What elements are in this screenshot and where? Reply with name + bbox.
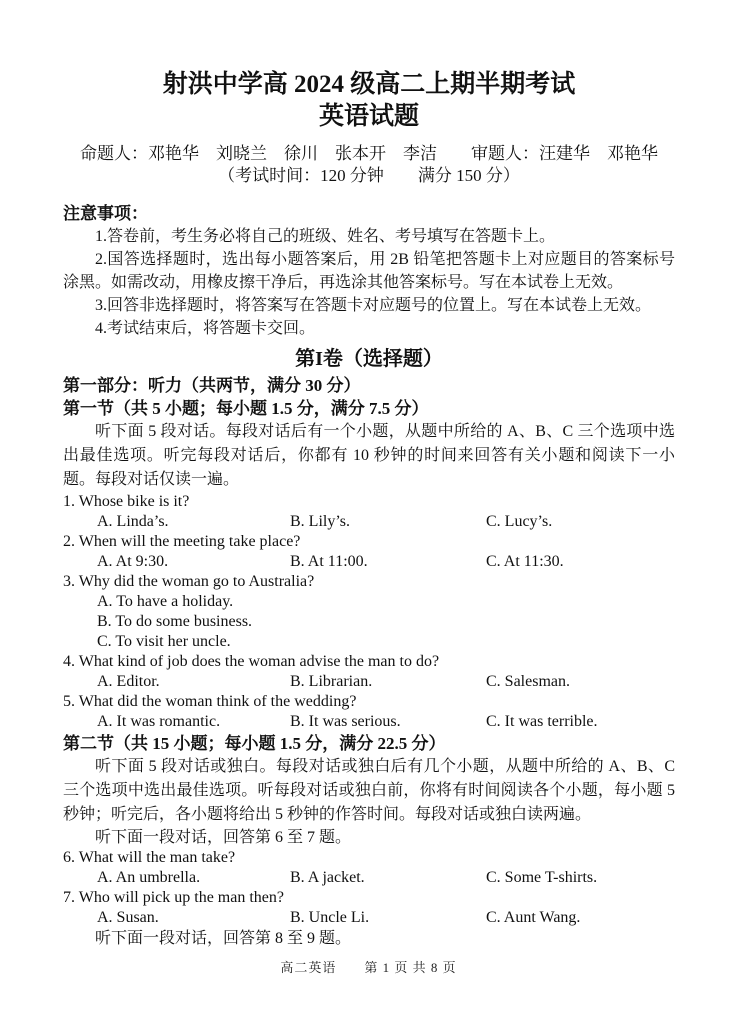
part1-heading: 第一部分：听力（共两节，满分 30 分） [63, 376, 361, 395]
question-options [63, 908, 675, 928]
examiners-line: 命题人：邓艳华 刘晓兰 徐川 张本开 李洁 审题人：汪建华 邓艳华 [80, 144, 658, 163]
notice-heading: 注意事项： [63, 204, 148, 223]
question-6 [63, 848, 675, 888]
question-text: 7. Who will pick up the man then? [63, 889, 284, 906]
question-text: 5. What did the woman think of the wedding? [63, 693, 357, 710]
option-c: C. Aunt Wang. [486, 909, 581, 926]
option-b: B. Librarian. [290, 673, 373, 690]
dialog-prompt-q8-9: 听下面一段对话，回答第 8 至 9 题。 [95, 930, 352, 947]
notice-item-2: 2.国答选择题时，选出每小题答案后，用 2B 铅笔把答题卡上对应题目的答案标号涂黑。如需改动，用橡皮擦干净后，再选涂其他答案标号。写在本试卷上无效。 [63, 251, 675, 291]
question-options [63, 672, 675, 692]
section1-instructions: 听下面 5 段对话。每段对话后有一个小题，从题中所给的 A、B、C 三个选项中选出最佳选项。听完每段对话后，你都有 10 秒钟的时间来回答有关小题和阅读下一小题。每段对话仅读一遍。 [63, 423, 675, 488]
question-options [63, 512, 675, 532]
notice-section [63, 202, 675, 340]
exam-subtitle: 英语试题 [318, 103, 419, 130]
option-a: A. Linda’s. [97, 513, 169, 530]
notice-item-3: 3.回答非选择题时，将答案写在答题卡对应题号的位置上。写在本试卷上无效。 [95, 297, 652, 314]
section1-heading: 第一节（共 5 小题；每小题 1.5 分，满分 7.5 分） [63, 399, 429, 418]
section2-instructions: 听下面 5 段对话或独白。每段对话或独白后有几个小题，从题中所给的 A、B、C 三个选项中选出最佳选项。听每段对话或独白前，你将有时间阅读各个小题，每小题 5 秒钟；听完后，各小题将给出 5 秒钟的作答时间。每段对话或独白读两遍。 [63, 758, 675, 823]
question-options [63, 868, 675, 888]
question-text: 4. What kind of job does the woman advise the man to do? [63, 653, 440, 670]
question-2 [63, 532, 675, 572]
question-text: 3. Why did the woman go to Australia? [63, 573, 315, 590]
option-b: B. Uncle Li. [290, 909, 370, 926]
notice-item-1: 1.答卷前，考生务必将自己的班级、姓名、考号填写在答题卡上。 [95, 228, 556, 245]
question-3 [63, 572, 675, 652]
question-options [63, 552, 675, 572]
option-a: A. At 9:30. [97, 553, 169, 570]
option-a: A. It was romantic. [97, 713, 221, 730]
option-c: C. Some T-shirts. [486, 869, 598, 886]
option-c: C. To visit her uncle. [97, 633, 231, 650]
option-a: A. Susan. [97, 909, 159, 926]
option-b: B. A jacket. [290, 869, 365, 886]
question-text: 2. When will the meeting take place? [63, 533, 301, 550]
question-7 [63, 888, 675, 928]
question-text: 6. What will the man take? [63, 849, 236, 866]
option-c: C. Salesman. [486, 673, 570, 690]
dialog-prompt-q6-7: 听下面一段对话，回答第 6 至 7 题。 [95, 829, 352, 846]
volume1-heading: 第I卷（选择题） [295, 348, 443, 370]
question-4 [63, 652, 675, 692]
page-footer: 高二英语 第 1 页 共 8 页 [280, 960, 457, 975]
option-b: B. At 11:00. [290, 553, 368, 570]
option-a: A. Editor. [97, 673, 160, 690]
question-1 [63, 492, 675, 532]
notice-item-4: 4.考试结束后，将答题卡交回。 [95, 320, 316, 337]
question-5 [63, 692, 675, 732]
question-options [63, 712, 675, 732]
option-b: B. Lily’s. [290, 513, 351, 530]
option-a: A. To have a holiday. [97, 593, 234, 610]
section2-heading: 第二节（共 15 小题；每小题 1.5 分，满分 22.5 分） [63, 734, 446, 753]
exam-title: 射洪中学高 2024 级高二上期半期考试 [162, 71, 576, 98]
exam-info-line: （考试时间：120 分钟 满分 150 分） [218, 166, 520, 185]
option-a: A. An umbrella. [97, 869, 201, 886]
option-c: C. At 11:30. [486, 553, 564, 570]
option-c: C. It was terrible. [486, 713, 598, 730]
option-b: B. To do some business. [97, 613, 253, 630]
question-text: 1. Whose bike is it? [63, 493, 190, 510]
option-b: B. It was serious. [290, 713, 401, 730]
option-c: C. Lucy’s. [486, 513, 553, 530]
